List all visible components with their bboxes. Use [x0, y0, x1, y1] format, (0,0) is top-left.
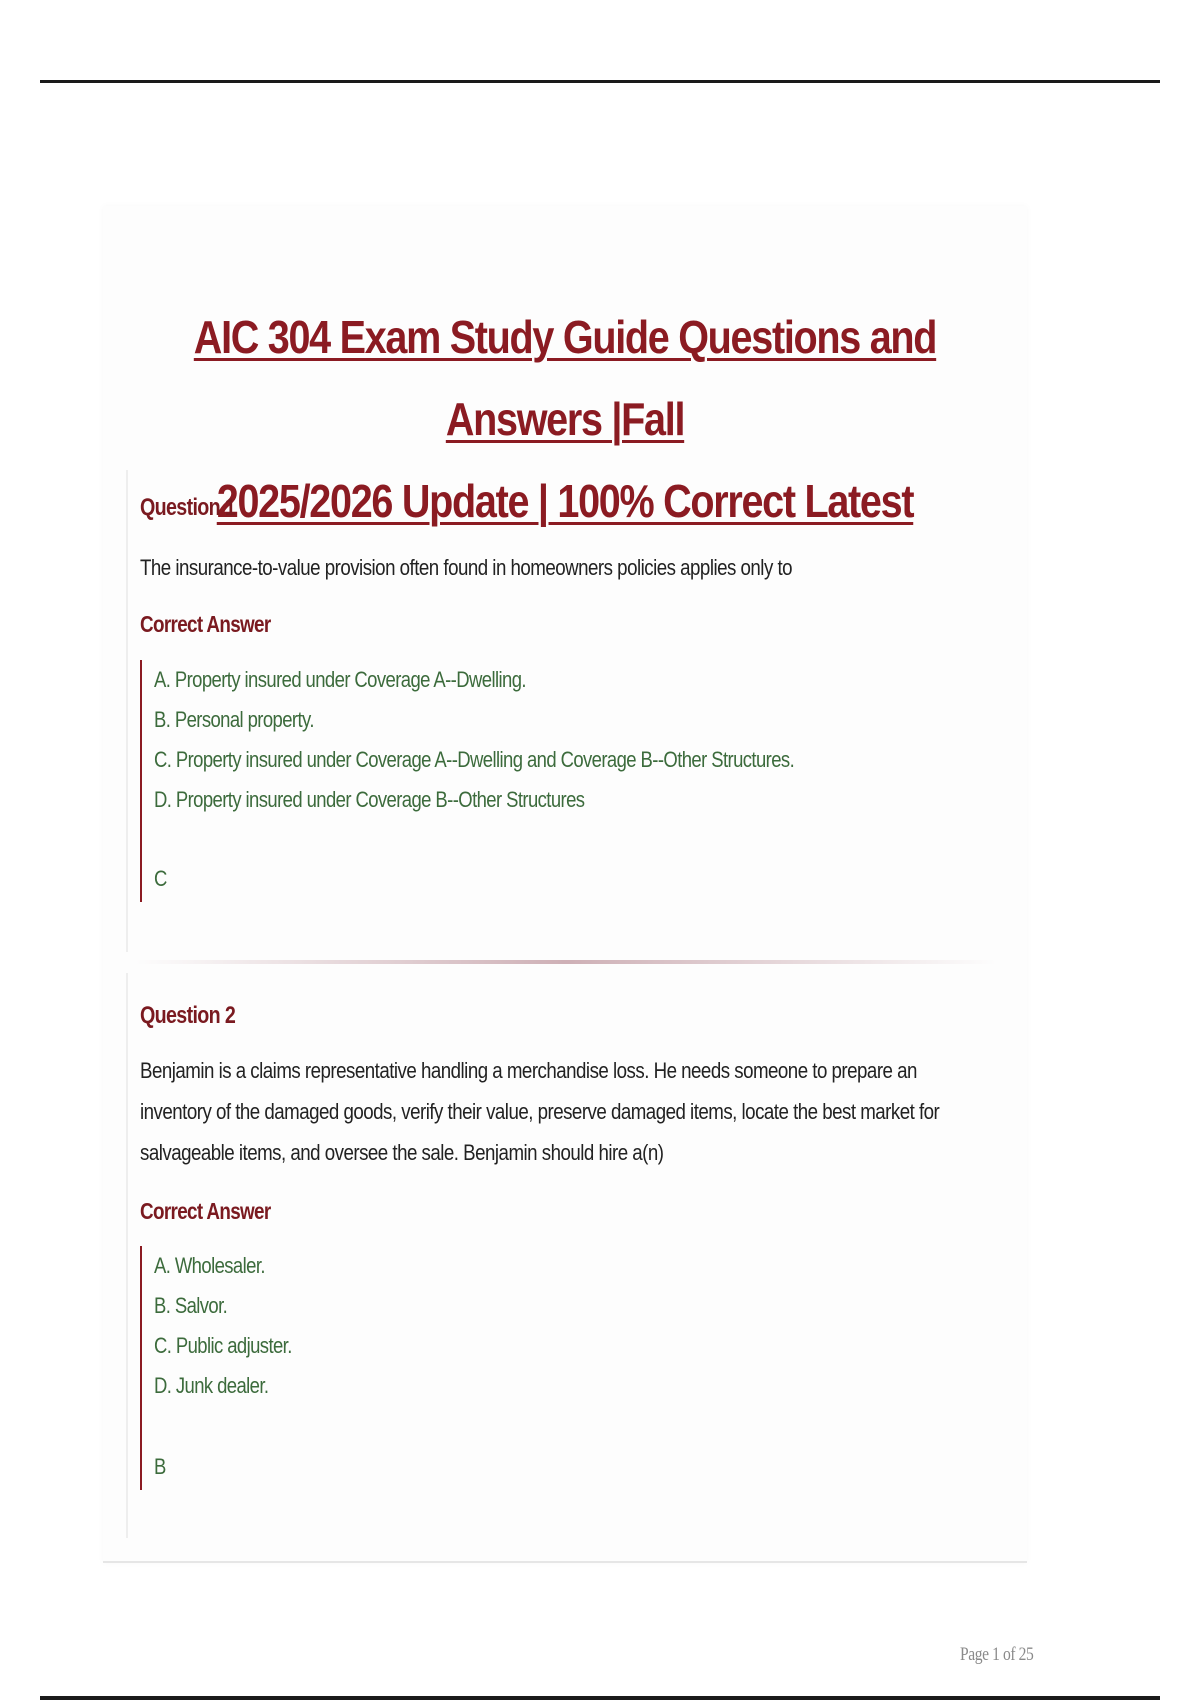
- document-title-line-2: 2025/2026 Update | 100% Correct Latest: [216, 475, 914, 527]
- question-2-option-b: B. Salvor.: [154, 1293, 228, 1318]
- question-1-answer-block: [140, 660, 954, 902]
- question-1-text: The insurance-to-value provision often found in homeowners policies applies only to: [140, 555, 793, 580]
- bottom-rule: [40, 1696, 1160, 1700]
- question-2-answer-block: [140, 1246, 954, 1490]
- question-2-text: Benjamin is a claims representative handling a merchandise loss. He needs someone to prepare an inventory of the damaged goods, verify their value, preserve damaged items, locate the best market for salvageable items, and oversee the sale. Benjamin should hire a(n): [140, 1058, 940, 1165]
- page-number: Page 1 of 25: [960, 1644, 1034, 1665]
- question-1-answer-heading: Correct Answer: [140, 611, 271, 637]
- question-1-option-c: C. Property insured under Coverage A--Dwelling and Coverage B--Other Structures.: [154, 747, 795, 772]
- question-1-option-a: A. Property insured under Coverage A--Dwelling.: [154, 667, 526, 692]
- question-2-option-c: C. Public adjuster.: [154, 1333, 292, 1358]
- question-1-heading: Question 1: [140, 494, 236, 521]
- question-1-option-b: B. Personal property.: [154, 707, 314, 732]
- question-1-option-d: D. Property insured under Coverage B--Other Structures: [154, 787, 585, 812]
- question-2-answer-heading: Correct Answer: [140, 1198, 271, 1224]
- question-2-option-d: D. Junk dealer.: [154, 1373, 269, 1398]
- question-divider: [136, 960, 996, 964]
- question-2-correct-answer: B: [154, 1454, 166, 1479]
- top-rule: [40, 80, 1160, 83]
- question-2-heading: Question 2: [140, 1002, 236, 1029]
- document-title-line-1: AIC 304 Exam Study Guide Questions and Answers |Fall: [193, 311, 937, 445]
- question-1-correct-answer: C: [154, 866, 167, 891]
- sheet-bottom-line: [103, 1561, 1027, 1563]
- question-2-option-a: A. Wholesaler.: [154, 1253, 265, 1278]
